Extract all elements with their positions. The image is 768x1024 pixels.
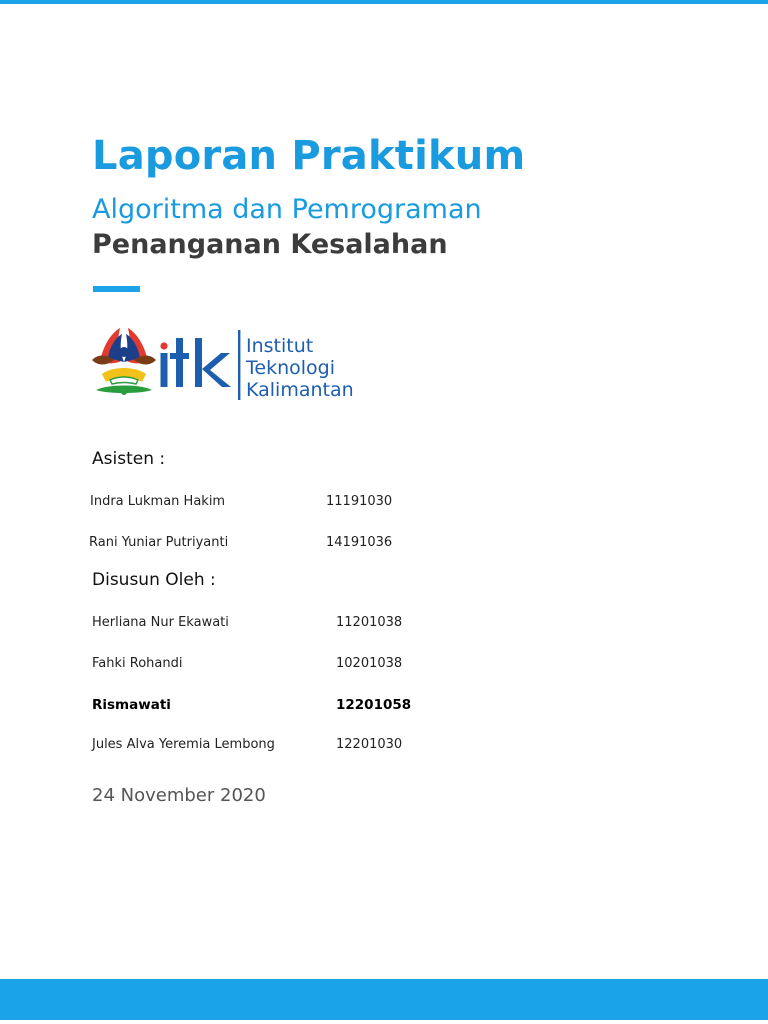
asisten-name: Indra Lukman Hakim — [90, 494, 226, 509]
logo-line-2: Teknologi — [246, 357, 335, 379]
penyusun-name: Jules Alva Yeremia Lembong — [92, 737, 275, 752]
penyusun-id: 11201038 — [336, 615, 403, 630]
report-title: Laporan Praktikum — [92, 133, 526, 179]
topic-heading: Penanganan Kesalahan — [92, 229, 448, 260]
asisten-name: Rani Yuniar Putriyanti — [89, 535, 229, 550]
penyusun-heading: Disusun Oleh : — [92, 570, 216, 590]
itk-emblem-icon — [92, 328, 156, 395]
penyusun-name: Rismawati — [92, 697, 171, 713]
penyusun-name: Herliana Nur Ekawati — [92, 615, 229, 630]
penyusun-id: 12201030 — [336, 737, 403, 752]
bottom-accent-bar — [0, 979, 768, 1020]
asisten-id: 14191036 — [326, 535, 393, 550]
asisten-id: 11191030 — [326, 494, 393, 509]
penyusun-name: Fahki Rohandi — [92, 656, 183, 671]
top-accent-bar — [0, 0, 768, 4]
report-date: 24 November 2020 — [92, 785, 266, 806]
logo-line-1: Institut — [246, 335, 314, 357]
penyusun-id: 10201038 — [336, 656, 403, 671]
asisten-heading: Asisten : — [92, 449, 166, 469]
itk-wordmark — [160, 330, 353, 401]
accent-dash — [93, 286, 140, 292]
itk-logo — [88, 322, 368, 404]
course-subtitle: Algoritma dan Pemrograman — [92, 194, 482, 225]
logo-line-3: Kalimantan — [246, 379, 354, 401]
penyusun-id: 12201058 — [336, 697, 412, 713]
